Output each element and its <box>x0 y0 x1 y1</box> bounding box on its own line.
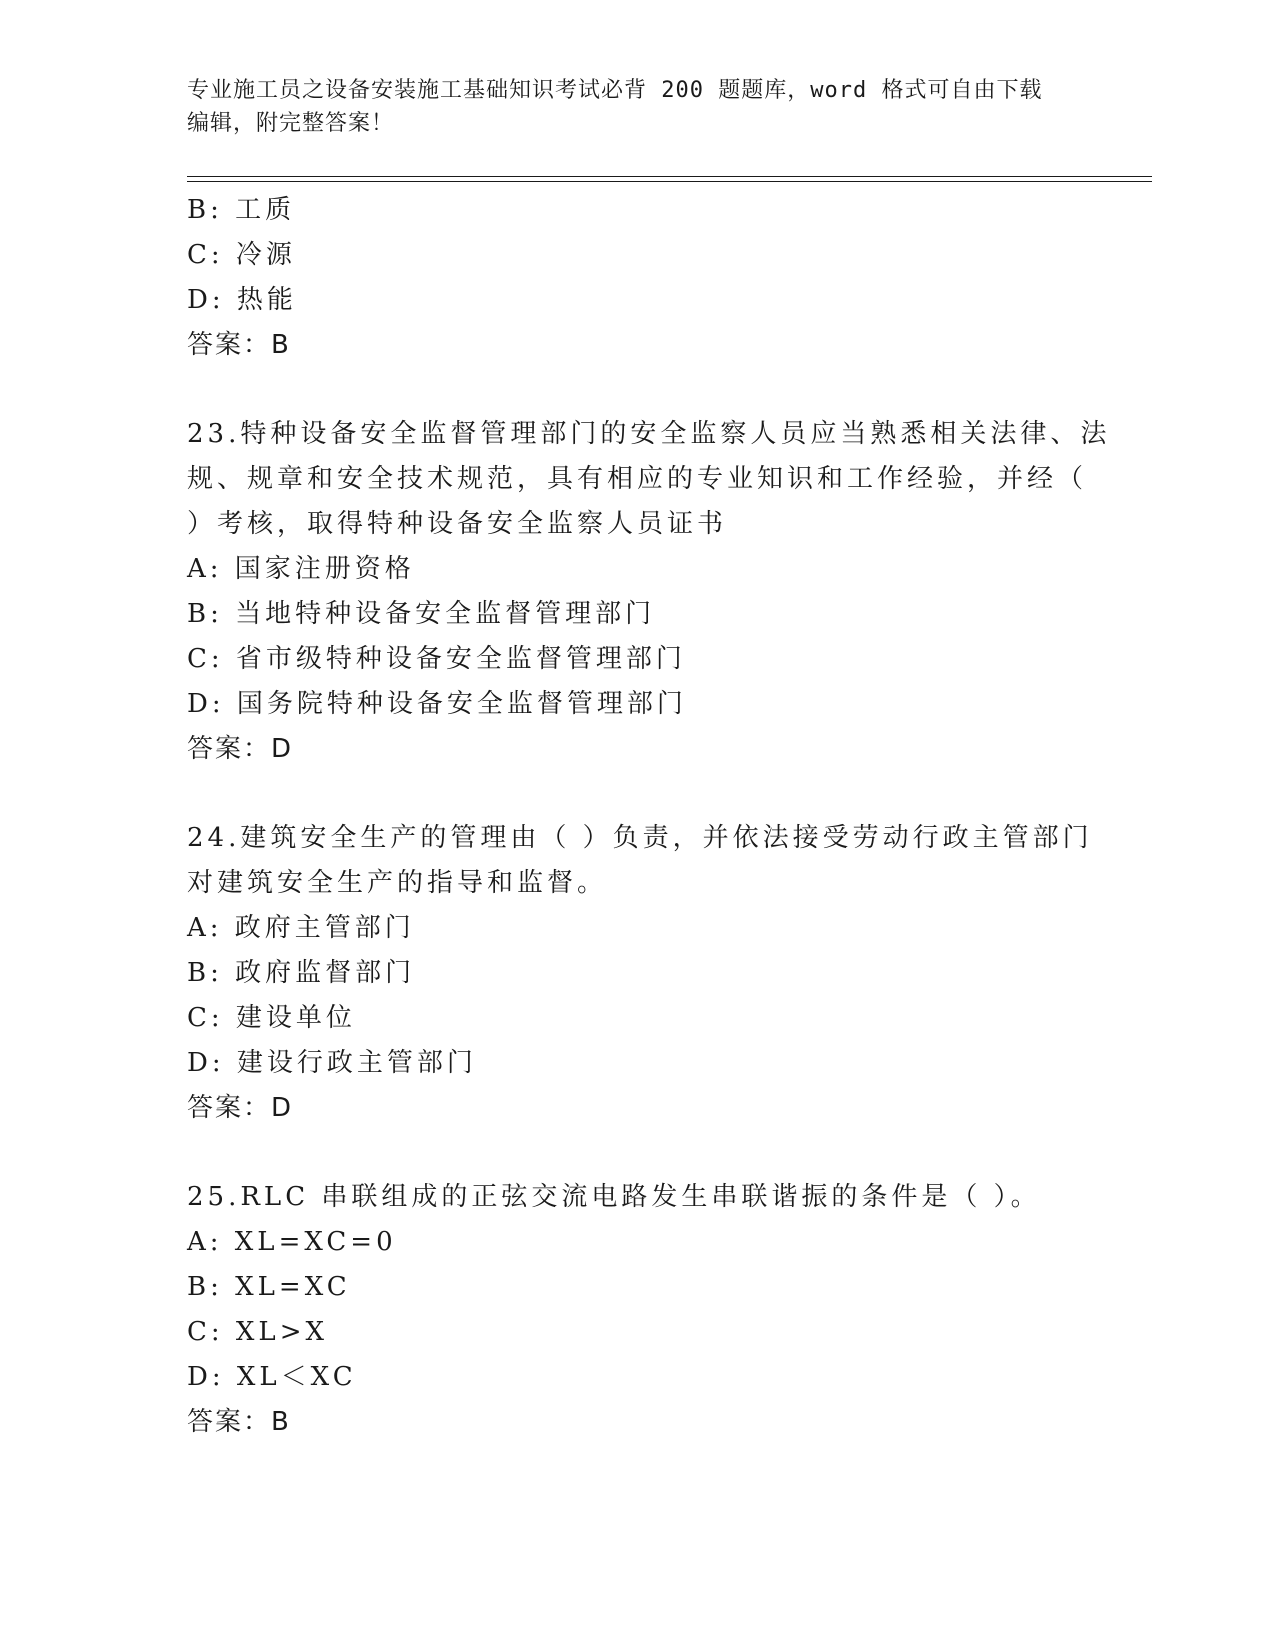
question-stem: ）考核，取得特种设备安全监察人员证书 <box>187 509 728 539</box>
option-b: B: 工质 <box>187 195 296 225</box>
option-a: A: XL=XC=0 <box>187 1227 397 1257</box>
option-c: C: 冷源 <box>187 240 296 270</box>
option-c: C: XL>X <box>187 1317 328 1347</box>
header-title-line-1: 专业施工员之设备安装施工基础知识考试必背 200 题题库，word 格式可自由下载 <box>187 78 1043 103</box>
option-b: B: XL=XC <box>187 1272 351 1302</box>
header-divider-bottom <box>187 181 1152 182</box>
answer: 答案：D <box>187 1093 294 1123</box>
option-d: D: 建设行政主管部门 <box>187 1048 477 1078</box>
question-stem: 25.RLC 串联组成的正弦交流电路发生串联谐振的条件是（ ）。 <box>187 1182 1041 1212</box>
option-a: A: 政府主管部门 <box>187 913 415 943</box>
option-c: C: 省市级特种设备安全监督管理部门 <box>187 644 686 674</box>
answer: 答案：B <box>187 330 291 360</box>
option-c: C: 建设单位 <box>187 1003 356 1033</box>
document-header <box>187 74 1067 140</box>
option-d: D: 国务院特种设备安全监督管理部门 <box>187 689 687 719</box>
question-stem: 23.特种设备安全监督管理部门的安全监察人员应当熟悉相关法律、法 <box>187 419 1111 449</box>
answer: 答案：B <box>187 1407 291 1437</box>
option-d: D: XL＜XC <box>187 1362 357 1392</box>
header-title-line-2: 编辑，附完整答案！ <box>187 111 395 136</box>
question-stem: 对建筑安全生产的指导和监督。 <box>187 868 608 898</box>
answer: 答案：D <box>187 734 294 764</box>
question-stem: 24.建筑安全生产的管理由（ ）负责，并依法接受劳动行政主管部门 <box>187 823 1093 853</box>
question-stem: 规、规章和安全技术规范，具有相应的专业知识和工作经验，并经（ <box>187 464 1088 494</box>
option-b: B: 政府监督部门 <box>187 958 416 988</box>
option-d: D: 热能 <box>187 285 297 315</box>
header-divider-top <box>187 176 1152 177</box>
option-a: A: 国家注册资格 <box>187 554 415 584</box>
option-b: B: 当地特种设备安全监督管理部门 <box>187 599 656 629</box>
